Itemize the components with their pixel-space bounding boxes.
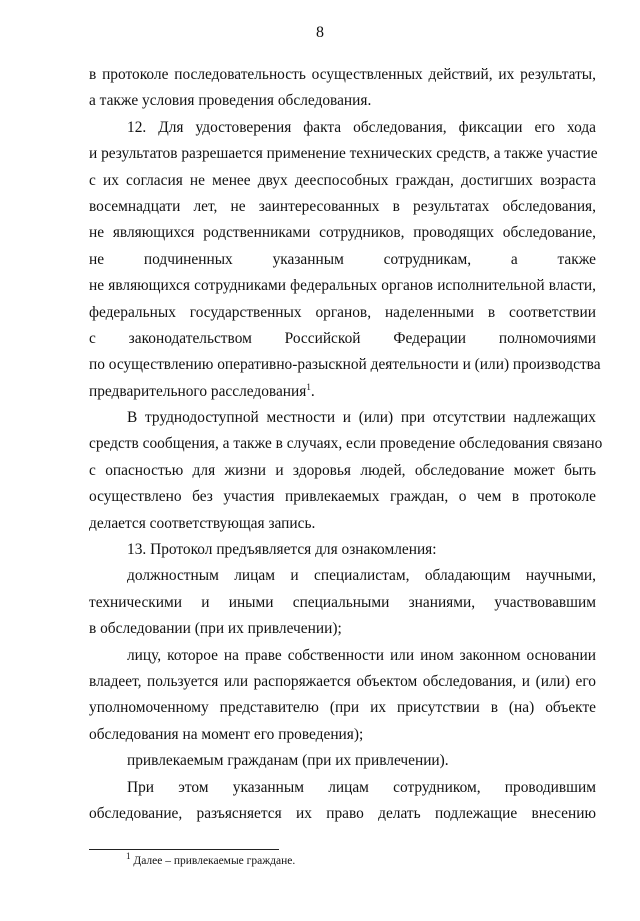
text-line: в обследовании (при их привлечении); <box>89 620 342 638</box>
text-line: федеральных государственных органов, наделенными в соответствии <box>89 303 596 321</box>
text-line: привлекаемым гражданам (при их привлечении). <box>127 752 449 770</box>
text-line: При этом указанным лицам сотрудником, проводившим <box>127 778 596 796</box>
text-line: должностным лицам и специалистам, обладающим научными, <box>127 567 596 585</box>
text-line: В труднодоступной местности и (или) при отсутствии надлежащих <box>127 409 596 427</box>
text-line: с их согласия не менее двух дееспособных граждан, достигших возраста <box>89 171 596 189</box>
text-line: средств сообщения, а также в случаях, если проведение обследования связано <box>89 435 603 453</box>
text-line: восемнадцати лет, не заинтересованных в результатах обследования, <box>89 197 596 215</box>
footnote-marker: 1 <box>126 851 131 862</box>
text-line: не подчиненных указанным сотрудникам, а также <box>89 250 596 268</box>
text-line: с опасностью для жизни и здоровья людей, обследование может быть <box>89 461 596 479</box>
paragraph <box>89 405 603 537</box>
text-line: 12. Для удостоверения факта обследования, фиксации его хода <box>127 118 596 136</box>
paragraph <box>89 62 596 115</box>
text-line: и результатов разрешается применение технических средств, а также участие <box>89 145 598 163</box>
text-line: в протоколе последовательность осуществленных действий, их результаты, <box>89 66 596 83</box>
paragraph <box>89 115 601 405</box>
text-line: обследование, разъясняется их право делать подлежащие внесению <box>89 804 596 822</box>
paragraph <box>89 775 596 828</box>
text-line: уполномоченному представителю (при их присутствии в (на) объекте <box>89 699 596 717</box>
document-body <box>89 62 603 827</box>
text-line: а также условия проведения обследования. <box>89 92 372 110</box>
text-line: владеет, пользуется или распоряжается объектом обследования, и (или) его <box>89 672 596 690</box>
text-line: с законодательством Российской Федерации полномочиями <box>89 329 596 347</box>
footnote-reference: 1 <box>306 381 311 392</box>
text-line: не являющихся сотрудниками федеральных органов исполнительной власти, <box>89 277 596 295</box>
footnote <box>126 851 296 868</box>
text-line: предварительного расследования$^1$. <box>89 381 315 400</box>
paragraph <box>89 537 596 563</box>
text-line: осуществлено без участия привлекаемых граждан, о чем в протоколе <box>89 488 596 506</box>
text-line: по осуществлению оперативно-разыскной деятельности и (или) производства <box>89 356 601 374</box>
footnote-text: Далее – привлекаемые граждане. <box>133 855 296 867</box>
footnote-separator <box>89 849 279 850</box>
text-line: делается соответствующая запись. <box>89 514 316 532</box>
text-line: не являющихся родственниками сотрудников, проводящих обследование, <box>89 224 596 242</box>
paragraph <box>89 748 596 774</box>
text-line: лицу, которое на праве собственности или ином законном основании <box>127 646 596 664</box>
text-line: 13. Протокол предъявляется для ознакомления: <box>127 541 437 559</box>
text-line: техническими и иными специальными знаниями, участвовавшим <box>89 593 596 611</box>
paragraph <box>89 643 596 749</box>
page-number: 8 <box>316 24 324 41</box>
text-line: обследования на момент его проведения); <box>89 725 364 743</box>
paragraph <box>89 563 596 642</box>
